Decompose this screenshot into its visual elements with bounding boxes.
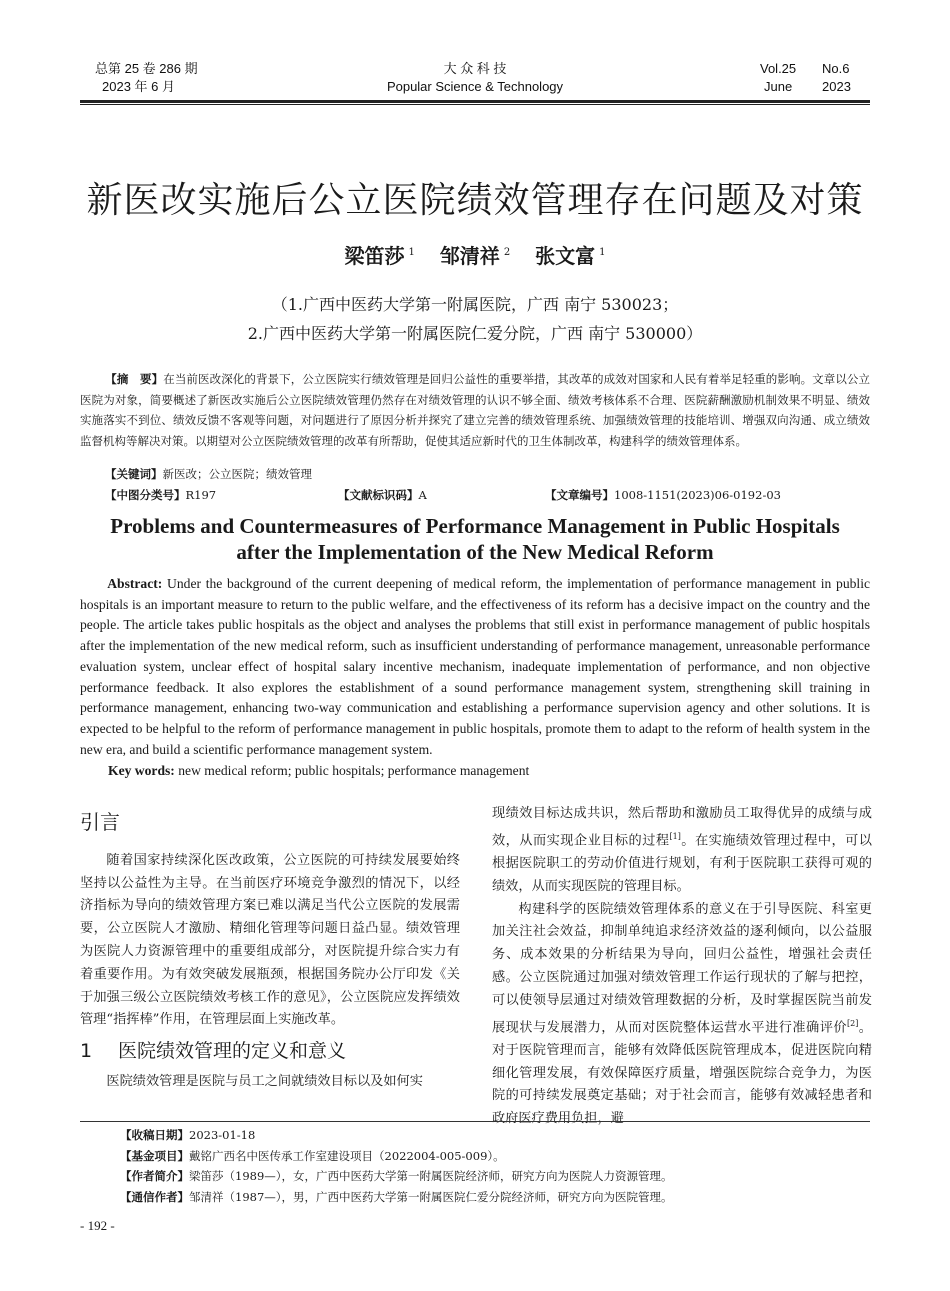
abstract-en-text: Under the background of the current deepening of medical reform, the implementation of performance management in public hospitals is an important measure to return to the public welfare, and the effectiveness of its reform has a decisive impact on the country and the people. The article takes public hospitals as the object and analyses the problems that still exist in performance management of public hospitals after the implementation of the new medical reform, such as insufficient understanding of performance management, unreasonable performance evaluation system, unclear effect of hospital salary incentive mechanism, inadequate implementation of performance, and non objective performance feedback. It also explores the establishment of a sound performance management system, strengthening skill training in performance management, enhancing two-way communication and establishing a performance supervision agency and other solutions. It is expected to be helpful to the reform of performance management in public hospitals, promote them to adapt to the reform of health system in the new era, and build a scientific performance management system.: [80, 576, 870, 757]
header-rule-thick: [80, 100, 870, 103]
footnote-received: 【收稿日期】2023-01-18: [120, 1128, 256, 1142]
affiliation-line: （1.广西中医药大学第一附属医院，广西 南宁 530023；: [271, 295, 679, 314]
document-code: 【文献标识码】A: [338, 488, 427, 502]
header-rule-thin: [80, 104, 870, 105]
page-number: - 192 -: [80, 1218, 115, 1233]
footnotes: [120, 1125, 880, 1207]
citation: [2]: [847, 1018, 859, 1028]
affiliation-line: 2.广西中医药大学第一附属医院仁爱分院，广西 南宁 530000）: [247, 324, 703, 343]
abstract-en: [80, 574, 870, 760]
intro-paragraph: 随着国家持续深化医改政策，公立医院的可持续发展要始终坚持以公益性为主导。在当前医疗环境竞争激烈的情况下，以经济指标为导向的绩效管理方案已难以满足当代公立医院的发展需要，公立医院人才激励、精细化管理等问题日益凸显。绩效管理为医院人力资源管理中的重要组成部分，对医院提升综合实力有着重要作用。为有效突破发展瓶颈，根据国务院办公厅印发《关于加强三级公立医院绩效考核工作的意见》，公立医院应发挥绩效管理“指挥棒”作用，在管理层面上实施改革。: [80, 852, 460, 1028]
paper-title-cn: 新医改实施后公立医院绩效管理存在问题及对策: [86, 180, 864, 221]
body-column-right: [492, 803, 872, 1131]
no-en: No.6: [822, 61, 850, 76]
abstract-cn-label: 【摘 要】: [105, 372, 164, 386]
keywords-cn-text: 新医改；公立医院；绩效管理: [162, 467, 312, 481]
journal-name-cn: 大 众 科 技: [443, 61, 507, 76]
keywords-cn-label: 【关键词】: [105, 467, 163, 481]
body-paragraph: 现绩效目标达成共识，然后帮助和激励员工取得优异的成绩与成效，从而实现企业目标的过程[1]。在实施绩效管理过程中，可以根据医院职工的劳动价值进行规划，有利于医院职工获得可观的绩效，从而实现医院的管理目标。: [492, 806, 872, 894]
author-list: [0, 240, 950, 269]
paper-title-en: Problems and Countermeasures of Performance Management in Public Hospitals after the Implementation of the New Medical Reform: [110, 514, 840, 564]
citation: [1]: [669, 831, 681, 841]
keywords-en-text: new medical reform; public hospitals; performance management: [178, 763, 530, 778]
section-heading-intro: 引言: [80, 810, 120, 834]
journal-vol-info-en: [760, 60, 851, 96]
footnote-corresponding: 【通信作者】邹清祥（1987—），男，广西中医药大学第一附属医院仁爱分院经济师，研究方向为医院管理。: [120, 1189, 673, 1204]
clc-code: 【中图分类号】R197: [105, 488, 217, 502]
footnote-rule: [80, 1121, 870, 1122]
footnote-author: 【作者简介】梁笛莎（1989—），女，广西中医药大学第一附属医院经济师，研究方向为医院人力资源管理。: [120, 1169, 673, 1184]
section-heading-1: 1 医院绩效管理的定义和意义: [80, 1040, 347, 1063]
affiliations: [0, 290, 950, 348]
keywords-en: [108, 763, 529, 779]
month-en: June: [764, 79, 793, 94]
author: 邹清祥 $^2$: [439, 244, 511, 268]
keywords-cn: [105, 464, 312, 484]
abstract-cn-text: 在当前医改深化的背景下，公立医院实行绩效管理是回归公益性的重要举措，其改革的成效对国家和人民有着举足轻重的影响。文章以公立医院为对象，简要概述了新医改实施后公立医院绩效管理仍然存在对绩效管理的认识不够全面、绩效考核体系不合理、医院薪酬激励机制效果不明显、绩效实施落实不到位、绩效反馈不客观等问题，对问题进行了原因分析并探究了建立完善的绩效管理系统、加强绩效管理的技能培训、增强双向沟通、成立绩效监督机构等解决对策。以期望对公立医院绩效管理的改革有所帮助，促使其适应新时代的卫生体制改革，构建科学的绩效管理体系。: [80, 372, 871, 448]
author: 梁笛莎 $^1$: [344, 244, 415, 268]
journal-name-en: Popular Science & Technology: [386, 79, 564, 94]
body-column-left: [80, 803, 460, 1094]
volume-issue-cn: 总第 25 卷 286 期: [95, 61, 198, 76]
author: 张文富 $^1$: [535, 244, 606, 268]
abstract-en-label: Abstract:: [107, 576, 163, 591]
year-en: 2023: [822, 79, 851, 94]
abstract-cn: [80, 369, 870, 451]
article-number: 【文章编号】1008-1151(2023)06-0192-03: [545, 488, 781, 502]
footnote-fund: 【基金项目】戴铭广西名中医传承工作室建设项目（2022004-005-009）。: [120, 1148, 505, 1163]
section-1-paragraph: 医院绩效管理是医院与员工之间就绩效目标以及如何实: [106, 1073, 423, 1089]
keywords-en-label: Key words:: [108, 763, 175, 778]
journal-name: [325, 60, 625, 96]
body-paragraph: 构建科学的医院绩效管理体系的意义在于引导医院、科室更加关注社会效益，抑制单纯追求经济效益的逐利倾向，以公益服务、成本效果的分析结果为导向，回归公益性，增强社会责任感。公立医院通过加强对绩效管理工作运行现状的了解与把控，可以使领导层通过对绩效管理数据的分析，及时掌握医院当前发展现状与发展潜力，从而对医院整体运营水平进行准确评价[2]。对于医院管理而言，能够有效降低医院管理成本，促进医院向精细化管理发展，有效保障医疗质量，增强医院综合竞争力，为医院的可持续发展奠定基础；对于社会而言，能够有效减轻患者和政府医疗费用负担，避: [492, 901, 872, 1127]
date-cn: 2023 年 6 月: [102, 79, 175, 94]
vol-en: Vol.25: [760, 61, 797, 76]
journal-issue-info: [95, 60, 198, 96]
